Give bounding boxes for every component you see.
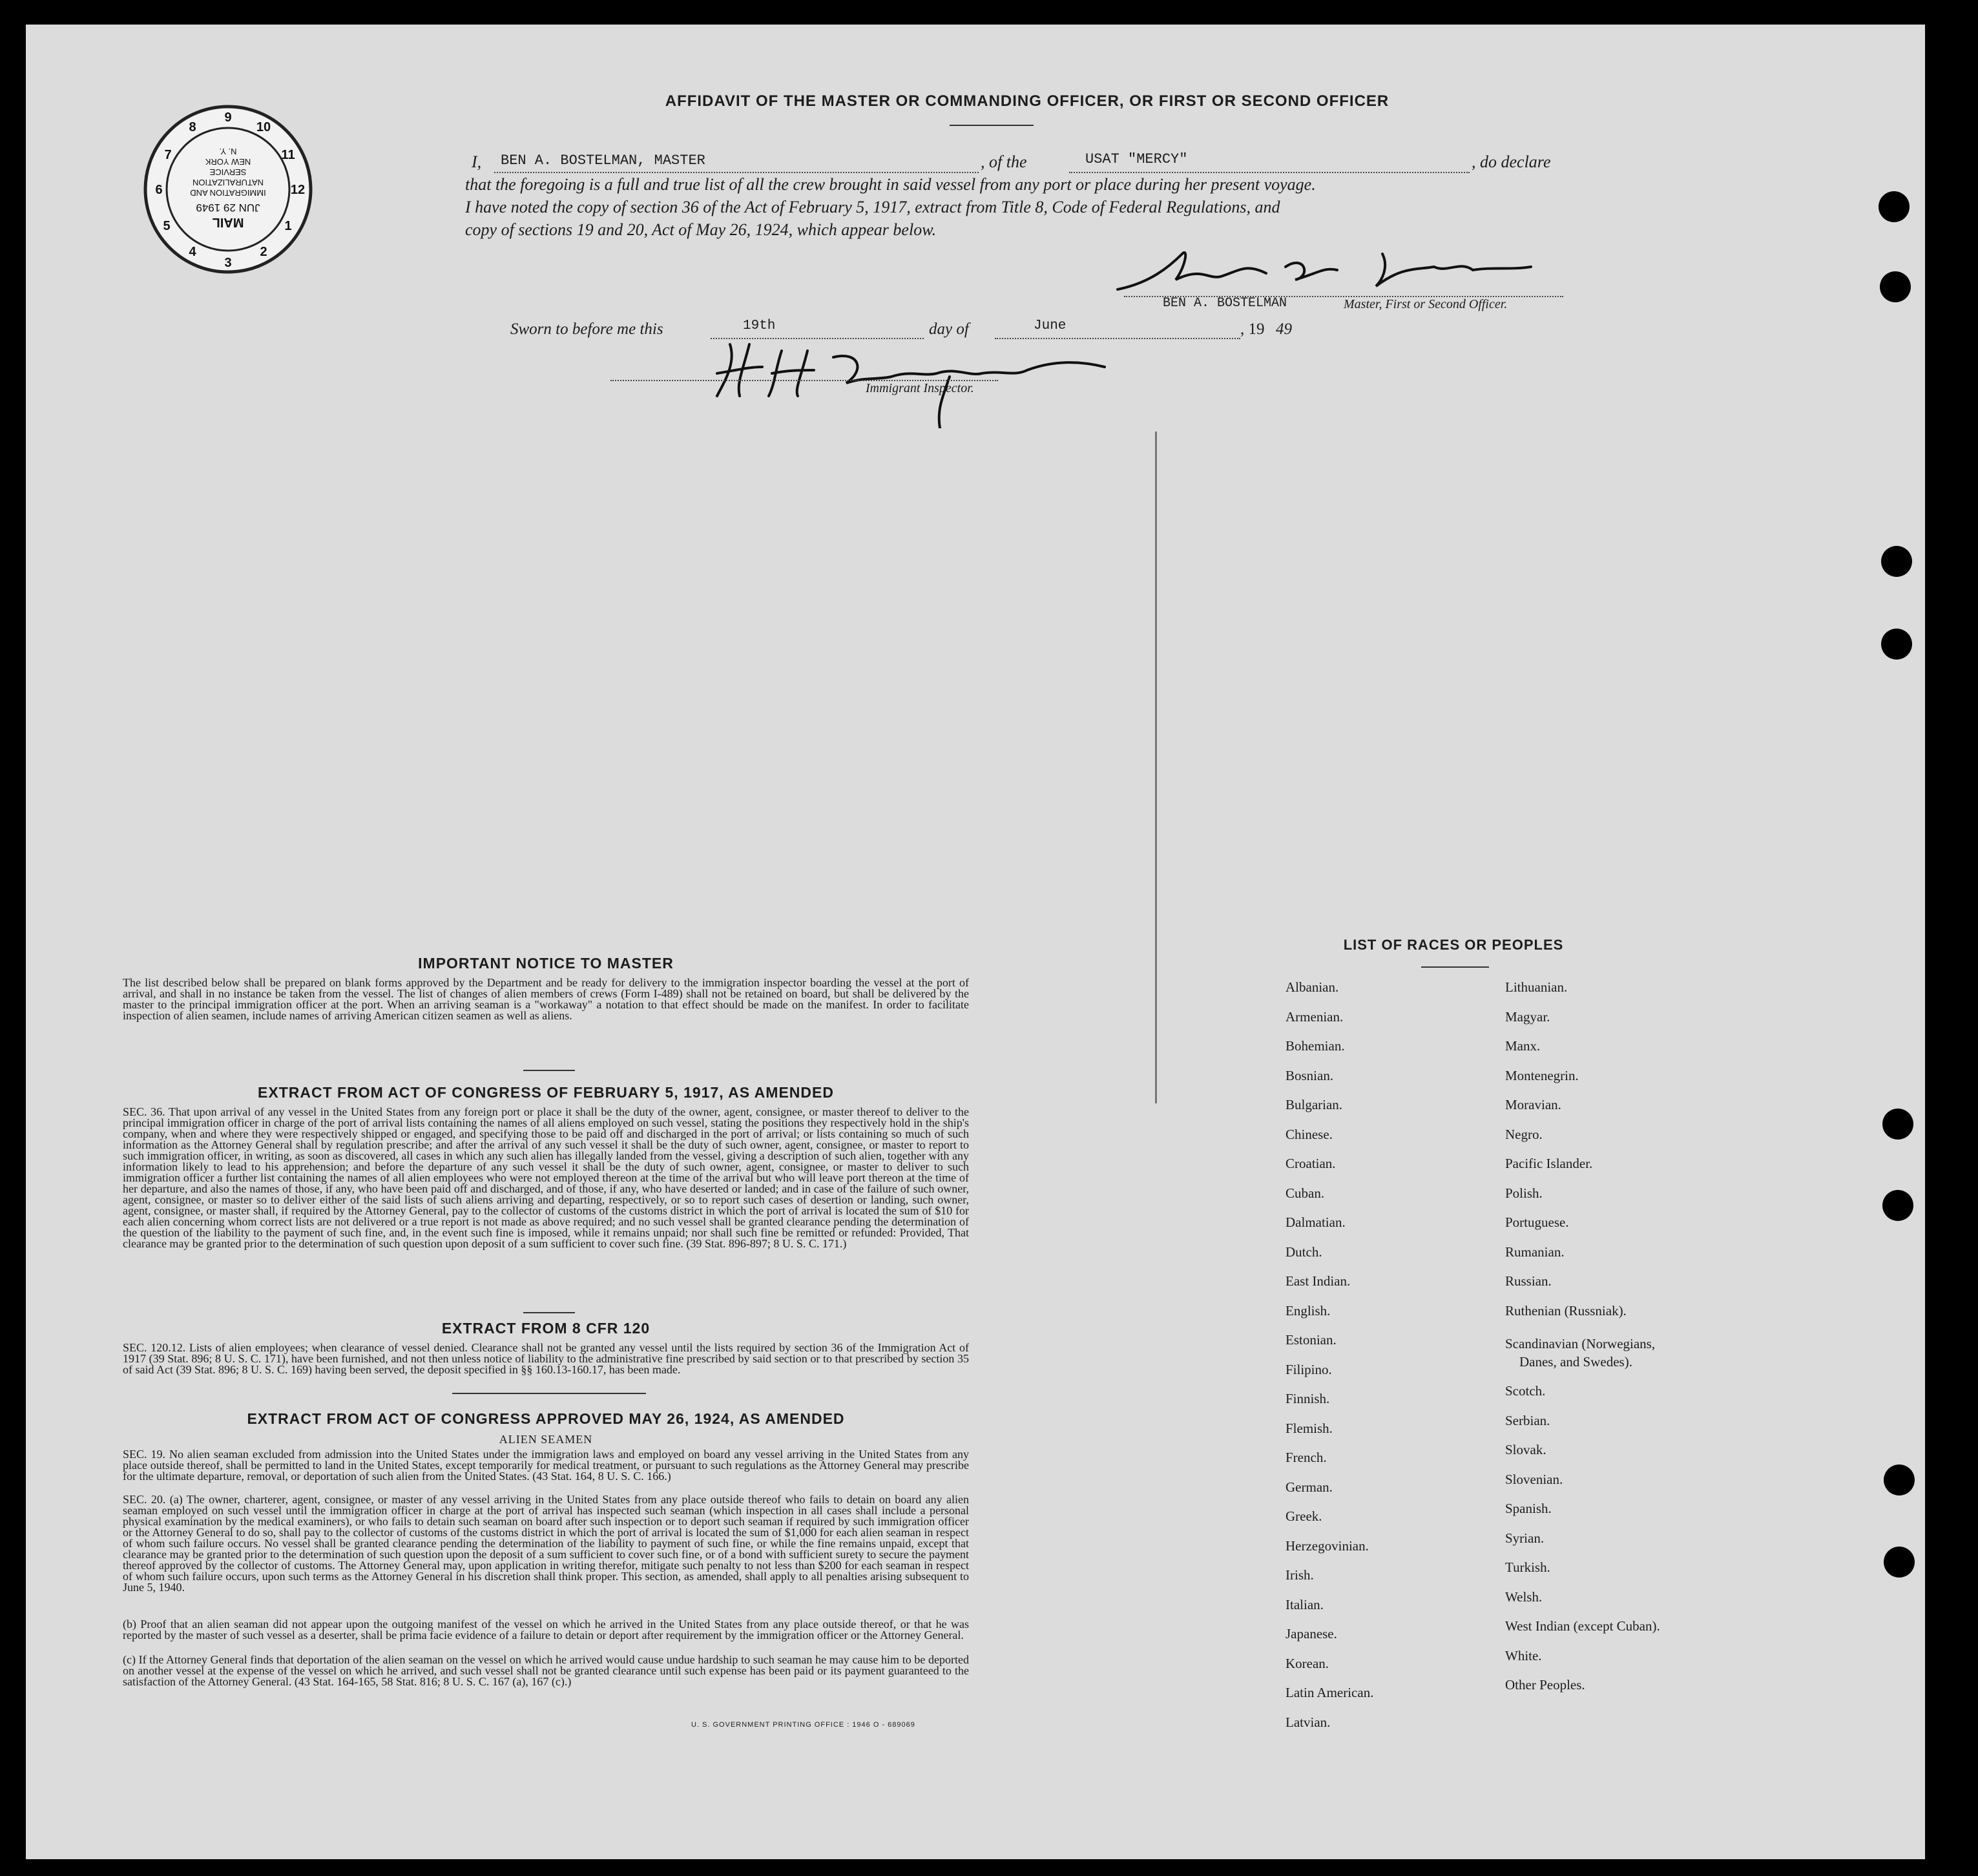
race-item: Ruthenian (Russniak). bbox=[1505, 1302, 1627, 1318]
race-item: Manx. bbox=[1505, 1038, 1541, 1054]
race-item: Flemish. bbox=[1286, 1420, 1333, 1436]
punch-hole bbox=[1881, 629, 1912, 660]
sec19-text: SEC. 19. No alien seaman excluded from admission into the United States under the immigration laws and employed on board any vessel arriving in the United States from any place outside thereof, shall be permitted to land in the United States, except temporarily for medical treatment, or pursuant to such regulations as the Attorney General may prescribe for the ultimate departure, removal, or deportation of such alien from the United States. (43 Stat. 164, 8 U. S. C. 166.) bbox=[123, 1448, 969, 1483]
svg-text:4: 4 bbox=[189, 245, 196, 259]
master-name-fill: BEN A. BOSTELMAN, MASTER bbox=[501, 152, 705, 169]
race-item: Turkish. bbox=[1505, 1559, 1550, 1575]
svg-text:SERVICE: SERVICE bbox=[209, 167, 247, 177]
affidavit-line2: that the foregoing is a full and true list of all the crew brought in said vessel from any port or place during her present voyage. bbox=[465, 175, 1316, 194]
year-fill: 49 bbox=[1276, 320, 1292, 338]
race-item: Spanish. bbox=[1505, 1501, 1552, 1516]
cfr-heading: EXTRACT FROM 8 CFR 120 bbox=[441, 1320, 651, 1337]
svg-text:NATURALIZATION: NATURALIZATION bbox=[192, 178, 264, 187]
month-fill: June bbox=[1034, 318, 1067, 333]
race-item: Greek. bbox=[1286, 1508, 1322, 1524]
race-item: Bosnian. bbox=[1286, 1067, 1334, 1083]
race-item: White. bbox=[1505, 1647, 1542, 1663]
sec20a-text: SEC. 20. (a) The owner, charterer, agent, consignee, or master of any vessel arriving in the United States from any place outside thereof who fails to detain on board any alien seaman employed on such vessel until the immigration officer in charge at the port of arrival has inspected such seaman (which inspection in all cases shall include a personal physical examination by the medical examiners), or who fails to detain such seaman on board after such inspection or to deport such seaman if required by such immigration officer or the Attorney General to do so, shall pay to the collector of customs of the customs district in which the port of arrival is located the sum of $1,000 for each alien seaman in respect of whom such failure occurs. No vessel shall be granted clearance pending the determination of the liability to payment of such fine, or while the fine remains unpaid, except that clearance may be granted prior to the determination of such question upon the deposit of a sum sufficient to cover such fine, or of a bond with sufficient surety to secure the payment thereof approved by the collector of customs. The Attorney General may, upon application in writing therefor, mitigate such penalty to not less than $200 for each seaman in respect of whom such failure occurs, upon such terms as the Attorney General in his discretion shall think proper. This section, as amended, shall apply to all penalties arising subsequent to June 5, 1940. bbox=[123, 1493, 969, 1594]
race-item: Irish. bbox=[1286, 1567, 1314, 1583]
race-item: Serbian. bbox=[1505, 1412, 1550, 1428]
race-item: Polish. bbox=[1505, 1185, 1543, 1201]
svg-text:12: 12 bbox=[290, 183, 306, 197]
svg-text:2: 2 bbox=[260, 245, 267, 259]
master-signature bbox=[1111, 241, 1563, 299]
svg-text:3: 3 bbox=[224, 256, 232, 270]
races-column-1 bbox=[1286, 979, 1479, 1793]
inspector-label: Immigrant Inspector. bbox=[866, 381, 974, 395]
race-item: East Indian. bbox=[1286, 1273, 1351, 1289]
punch-hole bbox=[1884, 1547, 1915, 1578]
race-item: Scotch. bbox=[1505, 1383, 1546, 1399]
svg-text:11: 11 bbox=[281, 148, 295, 162]
extract-1917-heading: EXTRACT FROM ACT OF CONGRESS OF FEBRUARY 5, 1917, AS AMENDED bbox=[258, 1084, 834, 1101]
immigration-stamp bbox=[141, 102, 315, 276]
race-item: Rumanian. bbox=[1505, 1244, 1565, 1260]
alien-seamen-subheading: ALIEN SEAMEN bbox=[499, 1433, 593, 1446]
race-item: Scandinavian (Norwegians, bbox=[1505, 1336, 1656, 1351]
svg-text:1: 1 bbox=[284, 219, 292, 233]
do-declare-text: , do declare bbox=[1472, 152, 1551, 171]
race-item: Negro. bbox=[1505, 1126, 1543, 1142]
race-item: Syrian. bbox=[1505, 1530, 1545, 1546]
svg-text:MAIL: MAIL bbox=[212, 215, 244, 229]
race-item: Bohemian. bbox=[1286, 1038, 1345, 1054]
signer-name: BEN A. BOSTELMAN bbox=[1163, 296, 1287, 311]
printer-imprint: U. S. GOVERNMENT PRINTING OFFICE : 1946 O - 689069 bbox=[691, 1721, 915, 1729]
race-item: Filipino. bbox=[1286, 1361, 1332, 1377]
race-item: English. bbox=[1286, 1302, 1331, 1318]
race-item: Montenegrin. bbox=[1505, 1067, 1579, 1083]
sec20b-text: (b) Proof that an alien seaman did not appear upon the outgoing manifest of the vessel on which he arrived in the United States from any place outside thereof, or that he was reported by the master of such vessel as a deserter, shall be prima facie evidence of a failure to detain or deport after requirement by the immigration officer or the Attorney General. bbox=[123, 1618, 969, 1642]
race-item: Dalmatian. bbox=[1286, 1214, 1346, 1230]
document-page bbox=[26, 25, 1925, 1859]
svg-text:5: 5 bbox=[163, 219, 171, 233]
punch-hole bbox=[1881, 546, 1912, 577]
day-fill: 19th bbox=[743, 318, 776, 333]
line1-prefix: I, bbox=[472, 152, 482, 171]
affidavit-line1 bbox=[472, 152, 481, 172]
race-item: Italian. bbox=[1286, 1596, 1324, 1612]
race-item: Dutch. bbox=[1286, 1244, 1322, 1260]
sec20c-text: (c) If the Attorney General finds that deportation of the alien seaman on the vessel on which he arrived would cause undue hardship to such seaman he may cause him to be deported on another vessel at the expense of the vessel on which he arrived, and such vessel shall not be granted clearance until such expense has been paid or its payment guaranteed to the satisfaction of the Attorney General. (43 Stat. 164-165, 58 Stat. 816; 8 U. S. C. 167 (a), 167 (c).) bbox=[123, 1653, 969, 1688]
day-of-text: day of bbox=[929, 320, 969, 338]
race-item: Portuguese. bbox=[1505, 1214, 1569, 1230]
cfr-rule bbox=[452, 1393, 646, 1394]
column-divider bbox=[1155, 432, 1157, 1103]
race-item: Cuban. bbox=[1286, 1185, 1325, 1201]
svg-text:NEW YORK: NEW YORK bbox=[205, 157, 251, 167]
race-item: Estonian. bbox=[1286, 1332, 1337, 1348]
of-the-text: , of the bbox=[981, 152, 1027, 171]
sworn-prefix: Sworn to before me this bbox=[510, 320, 663, 338]
punch-hole bbox=[1880, 271, 1911, 302]
race-item: Russian. bbox=[1505, 1273, 1552, 1289]
race-item: Lithuanian. bbox=[1505, 979, 1568, 995]
race-item: Latin American. bbox=[1286, 1685, 1374, 1700]
race-item: Croatian. bbox=[1286, 1156, 1336, 1171]
vessel-name-fill: USAT "MERCY" bbox=[1085, 151, 1188, 167]
notice-text: The list described below shall be prepared on blank forms approved by the Department and be ready for delivery to the immigration inspector boarding the vessel at the port of arrival, and shall in no instance be taken from the vessel. The list of changes of alien members of crews (Form I-489) shall not be retained on board, but shall be delivered by the master to the principal immigration officer at the port. When an arriving seaman is a "workaway" a notation to that effect should be made on the manifest. In order to facilitate inspection of alien seamen, include names of arriving American citizen seamen as well as aliens. bbox=[123, 976, 969, 1022]
extract-1917-text: SEC. 36. That upon arrival of any vessel in the United States from any foreign port or place it shall be the duty of the owner, agent, consignee, or master thereof to deliver to the principal immigration officer in charge of the port of arrival lists containing the names of all aliens employed on such vessel, stating the positions they respectively hold in the ship's company, when and where they were respectively shipped or engaged, and specifying those to be paid off and discharged in the port of arrival; or lists containing so much of such information as the Attorney General shall by regulation prescribe; and after the arrival of any such vessel it shall be the duty of such owner, agent, consignee, or master to report to such immigration officer, in writing, as soon as discovered, all cases in which any such alien has illegally landed from the vessel, giving a description of such alien, together with any information likely to lead to his apprehension; and before the departure of any such vessel it shall be the duty of such owner, agent, consignee, or master to deliver to such immigration officer a further list containing the names of all alien employees who were not employed thereon at the time of the arrival but who will leave port thereon at the time of her departure, and also the names of those, if any, who have been paid off and discharged, and of those, if any, who have deserted or landed; and in case of the failure of such owner, agent, consignee, or master so to deliver either of the said lists of such aliens arriving and departing, respectively, or so to report such cases of desertion or landing, such owner, agent, consignee, or master shall, if required by the Attorney General, pay to the collector of customs of the customs district in which the port of arrival is located the sum of $10 for each alien concerning whom correct lists are not delivered or a true report is not made as above required; and no such vessel shall be granted clearance pending the determination of the question of the liability to the payment of such fine, and, in the event such fine is imposed, while it remains unpaid; nor shall such fine be remitted or refunded: Provided, That clearance may be granted prior to the determination of such question upon deposit of a sum sufficient to cover such fine. (39 Stat. 896-897; 8 U. S. C. 171.) bbox=[123, 1105, 969, 1250]
race-item: Moravian. bbox=[1505, 1097, 1561, 1112]
punch-hole bbox=[1882, 1190, 1913, 1221]
svg-text:IMMIGRATION AND: IMMIGRATION AND bbox=[190, 188, 266, 198]
svg-text:10: 10 bbox=[256, 120, 271, 134]
race-item: Danes, and Swedes). bbox=[1519, 1353, 1632, 1370]
title-rule bbox=[950, 125, 1034, 126]
year-prefix: , 19 bbox=[1240, 320, 1265, 338]
punch-hole bbox=[1879, 191, 1910, 222]
race-item: Herzegovinian. bbox=[1286, 1537, 1369, 1554]
race-item: Other Peoples. bbox=[1505, 1677, 1585, 1693]
races-rule bbox=[1421, 966, 1489, 968]
race-item: Welsh. bbox=[1505, 1589, 1543, 1605]
affidavit-line4: copy of sections 19 and 20, Act of May 26, 1924, which appear below. bbox=[465, 220, 937, 239]
race-item: French. bbox=[1286, 1450, 1327, 1465]
svg-text:7: 7 bbox=[164, 148, 172, 162]
svg-text:JUN 29 1949: JUN 29 1949 bbox=[196, 202, 260, 214]
svg-text:9: 9 bbox=[224, 110, 232, 125]
races-heading: LIST OF RACES OR PEOPLES bbox=[1343, 937, 1564, 953]
extract-1924-heading: EXTRACT FROM ACT OF CONGRESS APPROVED MAY 26, 1924, AS AMENDED bbox=[247, 1410, 845, 1427]
race-item: Korean. bbox=[1286, 1655, 1329, 1671]
race-item: Bulgarian. bbox=[1286, 1097, 1343, 1112]
svg-text:8: 8 bbox=[189, 120, 196, 134]
race-item: Japanese. bbox=[1286, 1626, 1337, 1642]
race-item: Albanian. bbox=[1286, 979, 1339, 995]
notice-rule bbox=[523, 1070, 575, 1071]
vessel-dotted-line bbox=[1069, 172, 1470, 173]
race-item: Slovenian. bbox=[1505, 1471, 1563, 1487]
punch-hole bbox=[1882, 1109, 1913, 1140]
race-item: Latvian. bbox=[1286, 1714, 1331, 1730]
extract-1917-rule bbox=[523, 1312, 575, 1313]
race-item: Slovak. bbox=[1505, 1442, 1546, 1457]
affidavit-title: AFFIDAVIT OF THE MASTER OR COMMANDING OFFICER, OR FIRST OR SECOND OFFICER bbox=[665, 92, 1390, 110]
name-dotted-line bbox=[494, 172, 979, 173]
race-item: Finnish. bbox=[1286, 1391, 1330, 1406]
race-item: West Indian (except Cuban). bbox=[1505, 1618, 1660, 1634]
svg-text:N. Y.: N. Y. bbox=[219, 147, 237, 156]
race-item: Armenian. bbox=[1286, 1008, 1344, 1025]
signer-title: Master, First or Second Officer. bbox=[1344, 297, 1508, 311]
punch-hole bbox=[1884, 1464, 1915, 1496]
affidavit-line3: I have noted the copy of section 36 of the Act of February 5, 1917, extract from Title 8, Code of Federal Regulations, and bbox=[465, 198, 1280, 216]
notice-heading: IMPORTANT NOTICE TO MASTER bbox=[418, 955, 674, 972]
cfr-text: SEC. 120.12. Lists of alien employees; when clearance of vessel denied. Clearance shall not be granted any vessel until the lists required by section 36 of the Immigration Act of 1917 (39 Stat. 896; 8 U. S. C. 171), have been furnished, and not then unless notice of liability to the administrative fine prescribed by said section or to that prescribed by section 35 of said Act (39 Stat. 896; 8 U. S. C. 169) having been served, the deposit specified in §§ 160.13-160.17, has been made. bbox=[123, 1341, 969, 1376]
race-item: Chinese. bbox=[1286, 1126, 1333, 1142]
race-item: Pacific Islander. bbox=[1505, 1156, 1593, 1171]
races-column-2 bbox=[1505, 979, 1796, 1793]
svg-text:6: 6 bbox=[155, 183, 163, 197]
race-item: German. bbox=[1286, 1479, 1333, 1495]
race-item: Magyar. bbox=[1505, 1008, 1550, 1025]
